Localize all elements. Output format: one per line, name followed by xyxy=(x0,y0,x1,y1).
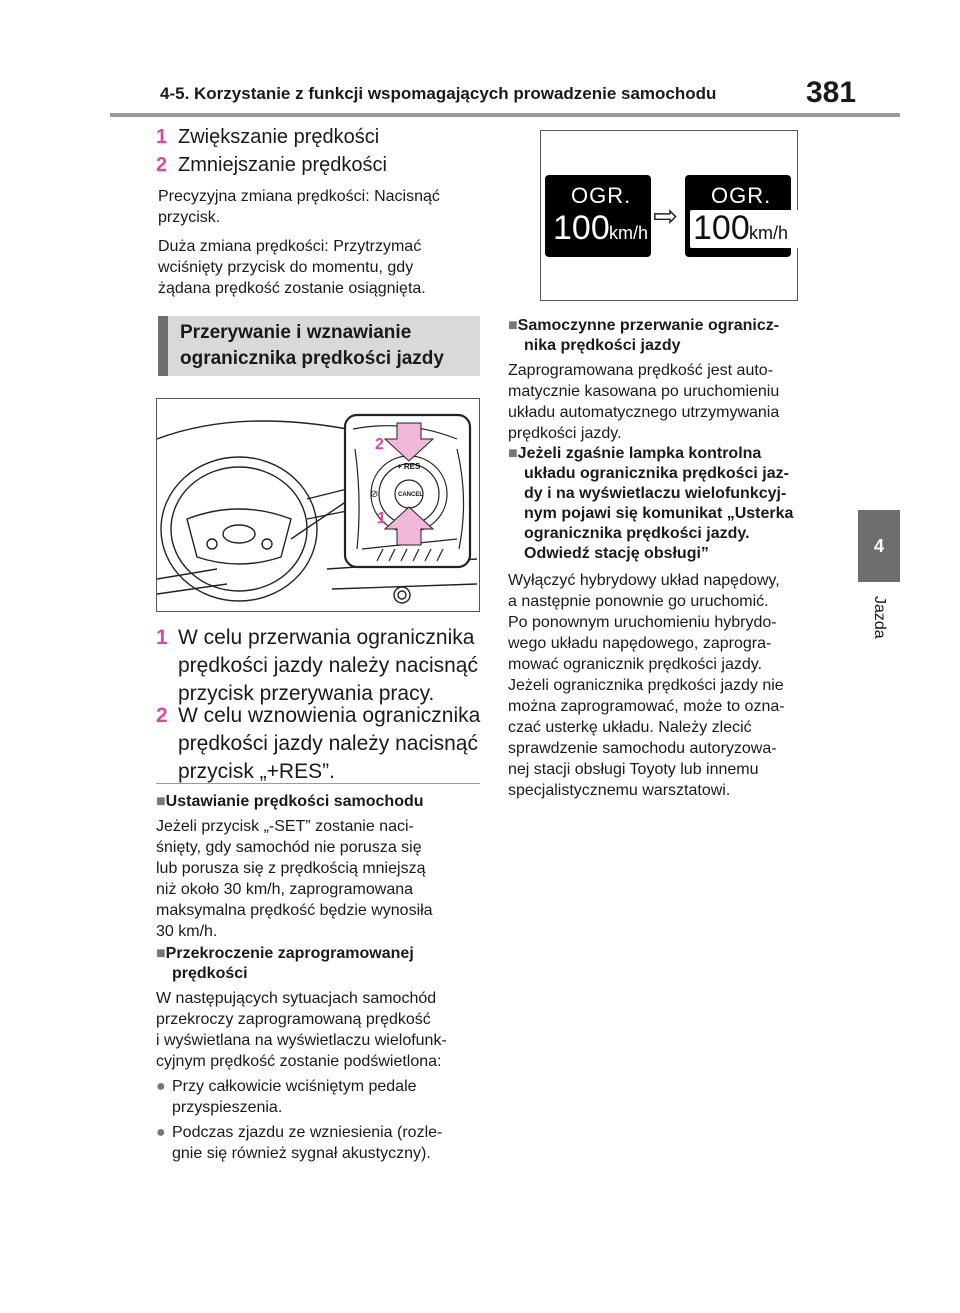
text-line: Duża zmiana prędkości: Przytrzymać xyxy=(158,238,422,255)
block-heading xyxy=(156,792,486,812)
heading-text: ogranicznika prędkości jazdy. xyxy=(524,525,750,542)
step-decrease xyxy=(156,152,387,179)
heading-text: nym pojawi się komunikat „Usterka xyxy=(524,505,794,522)
text-line: W następujących sytuacjach samochód xyxy=(156,990,437,1007)
block-body xyxy=(508,570,848,801)
bullet-dot-icon: ● xyxy=(156,1124,166,1141)
step-resume xyxy=(156,702,480,786)
text-line: Jeżeli przycisk „-SET” zostanie naci- xyxy=(156,818,414,835)
block-body xyxy=(156,988,486,1072)
step-number: 2 xyxy=(156,154,168,176)
text-line: prędkości jazdy. xyxy=(508,425,622,442)
block-auto-cancel xyxy=(508,316,838,444)
text-line: przekroczy zaprogramowaną prędkość xyxy=(156,1011,431,1028)
heading-text: Odwiedź stację obsługi” xyxy=(524,545,709,562)
list-item xyxy=(156,1122,486,1164)
heading-text: Jeżeli zgaśnie lampka kontrolna xyxy=(517,445,762,462)
text-line: specjalistycznemu warsztatowi. xyxy=(508,782,731,799)
list-item xyxy=(156,1076,486,1118)
step-number: 2 xyxy=(156,704,168,727)
square-bullet-icon: ■ xyxy=(156,945,166,962)
text-line: śnięty, gdy samochód nie porusza się xyxy=(156,839,422,856)
block-body xyxy=(508,360,838,444)
text-line: nej stacji obsługi Toyoty lub innemu xyxy=(508,761,759,778)
square-bullet-icon: ■ xyxy=(508,317,518,334)
text-line: przycisk przerywania pracy. xyxy=(178,682,435,705)
text-line: układu automatycznego utrzymywania xyxy=(508,404,780,421)
square-bullet-icon: ■ xyxy=(508,445,518,462)
heading-text: Samoczynne przerwanie ogranicz- xyxy=(517,317,780,334)
text-line: matycznie kasowana po uruchomieniu xyxy=(508,383,780,400)
res-label: + RES xyxy=(397,462,421,471)
text-line: prędkości jazdy należy nacisnąć xyxy=(178,732,478,755)
heading-text: nika prędkości jazdy xyxy=(524,337,681,354)
limiter-icon: ⊘ xyxy=(370,489,379,500)
text-line: przyspieszenia. xyxy=(172,1099,283,1116)
text-line: mować ogranicznik prędkości jazdy. xyxy=(508,656,763,673)
heading-text: układu ogranicznika prędkości jaz- xyxy=(524,465,789,482)
section-title-box xyxy=(158,316,480,376)
text-line: można zaprogramować, może to ozna- xyxy=(508,698,785,715)
text-line: prędkości jazdy należy nacisnąć xyxy=(178,654,478,677)
text-line: czać usterkę układu. Należy zlecić xyxy=(508,719,752,736)
page-number: 381 xyxy=(806,76,857,109)
display-label: OGR. xyxy=(711,183,772,208)
text-line: Podczas zjazdu ze wzniesienia (rozle- xyxy=(172,1124,443,1141)
block-speed-exceeded xyxy=(156,944,486,1164)
header-rule xyxy=(110,113,900,117)
step-text: Zwiększanie prędkości xyxy=(178,126,380,148)
text-line: żądana prędkość zostanie osiągnięta. xyxy=(158,280,426,297)
text-line: wego układu napędowego, zaprogra- xyxy=(508,635,772,652)
block-heading xyxy=(156,944,486,984)
display-value: 100 xyxy=(553,209,610,247)
chapter-tab: 4 xyxy=(858,510,900,582)
text-line: 30 km/h. xyxy=(156,923,218,940)
paragraph-large-change xyxy=(158,236,426,299)
divider xyxy=(156,783,480,784)
step-number: 1 xyxy=(156,626,168,649)
step-cancel xyxy=(156,624,478,708)
text-line: Precyzyjna zmiana prędkości: Nacisnąć xyxy=(158,188,440,205)
block-warning-light xyxy=(508,444,848,801)
section-title-line: ogranicznika prędkości jazdy xyxy=(180,348,444,369)
callout-1: 1 xyxy=(377,510,386,527)
text-line: niż około 30 km/h, zaprogramowana xyxy=(156,881,414,898)
block-heading xyxy=(508,444,848,564)
display-normal xyxy=(545,175,651,257)
paragraph-fine-change xyxy=(158,186,440,228)
text-line: gnie się również sygnał akustyczny). xyxy=(172,1145,431,1162)
text-line: Przy całkowicie wciśniętym pedale xyxy=(172,1078,417,1095)
text-line: wciśnięty przycisk do momentu, gdy xyxy=(158,259,414,276)
section-title-line: Przerywanie i wznawianie xyxy=(180,322,412,343)
square-bullet-icon: ■ xyxy=(156,793,166,810)
heading-text: Ustawianie prędkości samochodu xyxy=(165,793,424,810)
display-unit: km/h xyxy=(609,223,649,243)
heading-text: prędkości xyxy=(172,965,248,982)
text-line: a następnie ponownie go uruchomić. xyxy=(508,593,769,610)
steering-wheel-illustration xyxy=(157,399,478,610)
display-highlighted xyxy=(685,175,791,257)
block-speed-setting xyxy=(156,792,486,942)
chapter-label-text: Jazda xyxy=(871,596,888,639)
text-line: W celu wznowienia ogranicznika xyxy=(178,704,481,727)
heading-text: Przekroczenie zaprogramowanej xyxy=(165,945,414,962)
display-value: 100 xyxy=(693,209,750,247)
step-number: 1 xyxy=(156,126,168,148)
heading-text: dy i na wyświetlaczu wielofunkcyj- xyxy=(524,485,787,502)
display-label: OGR. xyxy=(571,183,632,208)
display-unit: km/h xyxy=(749,223,789,243)
limiter-display-figure xyxy=(540,130,798,301)
text-line: i wyświetlana na wyświetlaczu wielofunk- xyxy=(156,1032,447,1049)
transition-arrow-icon: ⇨ xyxy=(653,200,679,233)
step-text: Zmniejszanie prędkości xyxy=(178,154,387,176)
text-line: Jeżeli ogranicznika prędkości jazdy nie xyxy=(508,677,784,694)
section-header-title: 4-5. Korzystanie z funkcji wspomagających prowadzenie samochodu xyxy=(160,84,717,103)
callout-2: 2 xyxy=(375,436,384,453)
text-line: sprawdzenie samochodu autoryzowa- xyxy=(508,740,777,757)
cancel-label: CANCEL xyxy=(398,492,423,498)
step-increase xyxy=(156,124,379,151)
block-heading xyxy=(508,316,838,356)
text-line: cyjnym prędkość zostanie podświetlona: xyxy=(156,1053,442,1070)
text-line: Zaprogramowana prędkość jest auto- xyxy=(508,362,774,379)
text-line: przycisk. xyxy=(158,209,221,226)
text-line: Wyłączyć hybrydowy układ napędowy, xyxy=(508,572,780,589)
text-line: W celu przerwania ogranicznika xyxy=(178,626,475,649)
steering-wheel-figure xyxy=(156,398,480,612)
text-line: lub porusza się z prędkością mniejszą xyxy=(156,860,426,877)
block-body xyxy=(156,816,486,942)
text-line: przycisk „+RES”. xyxy=(178,760,335,783)
text-line: maksymalna prędkość będzie wynosiła xyxy=(156,902,433,919)
chapter-label xyxy=(862,596,896,656)
bullet-dot-icon: ● xyxy=(156,1078,166,1095)
text-line: Po ponownym uruchomieniu hybrydo- xyxy=(508,614,777,631)
